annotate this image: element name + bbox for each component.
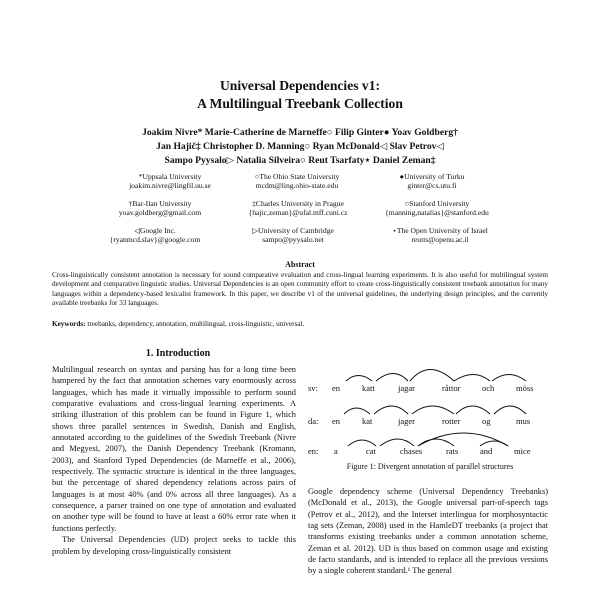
right-column-text: Google dependency scheme (Universal Dependency Treebanks) (McDonald et al., 2013), the Google universal part-of-speech tags (Petrov et al., 2012), and the Interset interlingua for morphosyntactic tag sets (Zeman, 2008) used in the HamleDT treebanks (a project that transforms existing treebanks under a common annotation scheme, Zeman et al. 2012). UD is thus based on common usage and existing de facto standards, and is intended to replace all the previous versions by a single coherent standard.¹ The general: [308, 487, 548, 576]
dependency-arc: [380, 439, 414, 446]
dependency-figure: [304, 356, 552, 456]
figure-word: og: [482, 416, 491, 426]
figure-word: jagar: [398, 383, 415, 393]
affiliation: *Uppsala University joakim.nivre@lingfil.uu.se: [129, 172, 211, 191]
row-label: en:: [308, 446, 319, 456]
affiliation: ▷University of Cambridge sampo@pyysalo.net: [252, 226, 334, 245]
paragraph: The Universal Dependencies (UD) project seeks to tackle this problem by developing cross-linguistically consistent: [52, 535, 296, 556]
keywords-text: treebanks, dependency, annotation, multilingual, cross-linguistic, universal.: [87, 320, 305, 328]
figure-word: och: [482, 383, 495, 393]
section-heading: 1. Introduction: [145, 348, 211, 359]
affiliation: †Bar-Ilan University yoav.goldberg@gmail.com: [118, 199, 202, 218]
affiliation: ‡Charles University in Prague {hajic,zeman}@ufal.mff.cuni.cz: [248, 199, 348, 218]
paper-title-line1: Universal Dependencies v1:: [219, 78, 381, 93]
dependency-arc: [376, 374, 408, 382]
dependency-arc: [418, 433, 508, 446]
keywords: [52, 320, 548, 329]
abstract-heading: Abstract: [285, 260, 315, 269]
abstract-text: Cross-linguistically consistent annotation is necessary for sound comparative evaluation and cross-lingual learning experiments. It is also useful for multilingual system development and comparative linguistic studies. Universal Dependencies is an open community effort to create cross-linguistically consistent treebank annotation for many languages within a dependency-based lexicalist framework. In this paper, we describe v1 of the universal guidelines, the underlying design principles, and the currently available treebanks for 33 languages.: [52, 271, 548, 308]
figure-word: rotter: [442, 416, 461, 426]
affiliation: ◁Google Inc. {ryanmcd,slav}@google.com: [109, 226, 201, 245]
row-label: da:: [308, 416, 319, 426]
figure-word: råttor: [442, 383, 461, 393]
figure-word: and: [480, 446, 493, 456]
dependency-arc: [410, 370, 454, 382]
dependency-arc: [492, 375, 526, 382]
affiliation: ○The Ohio State University mcdm@ling.ohio-state.edu: [254, 172, 340, 191]
dependency-arc: [344, 408, 370, 414]
dependency-arc: [454, 375, 490, 382]
dependency-arc: [346, 376, 372, 382]
paragraph: Multilingual research on syntax and parsing has for a long time been hampered by the fact that annotation schemes vary enormously across languages, which has made it virtually impossible to perform sound comparative evaluations and cross-lingual learning experiments. A striking illustration of this problem can be found in Figure 1, which shows three parallel sentences in Swedish, Danish and English, annotated according to the guidelines of the Swedish Treebank (Nivre and Megyesi, 2007), the Danish Dependency Treebank (Kromann, 2003), and Stanford Typed Dependencies (de Marneffe et al., 2006), respectively. The syntactic structure is identical in the three languages, but the percentage of shared dependency relations across pairs of languages is at most 40% (and 0% across all three languages). As a consequence, a parser trained on one type of annotation and evaluated on another type will be found to have at least a 60% error rate when it functions perfectly.: [52, 365, 296, 533]
left-column: [52, 364, 296, 557]
authors-line2: Jan Hajič‡ Christopher D. Manning○ Ryan McDonald◁ Slav Petrov◁: [156, 141, 444, 152]
figure-word: a: [334, 446, 338, 456]
figure-word: cat: [366, 446, 376, 456]
affiliation: ○Stanford University {manning,natalias}@stanford.edu: [385, 199, 489, 218]
figure-word: katt: [362, 383, 375, 393]
row-label: sv:: [308, 383, 318, 393]
figure-word: möss: [516, 383, 534, 393]
dependency-arc: [374, 406, 408, 414]
keywords-label: Keywords:: [52, 320, 86, 328]
dependency-arc: [412, 406, 454, 414]
figure-word: kat: [362, 416, 373, 426]
affiliation: ●University of Turku ginter@cs.utu.fi: [399, 172, 465, 191]
affiliation: ⋆The Open University of Israel reutts@openu.ac.il: [392, 226, 488, 245]
dependency-arc: [418, 439, 454, 446]
figure-word: rats: [446, 446, 459, 456]
figure-word: en: [332, 383, 341, 393]
figure-word: en: [332, 416, 341, 426]
figure-word: jager: [398, 416, 415, 426]
authors-line3: Sampo Pyysalo▷ Natalia Silveira○ Reut Tsarfaty⋆ Daniel Zeman‡: [164, 155, 436, 166]
dependency-arc: [456, 406, 490, 414]
figure-word: mice: [514, 446, 531, 456]
authors-line1: Joakim Nivre* Marie-Catherine de Marneffe○ Filip Ginter● Yoav Goldberg†: [142, 127, 458, 138]
figure-caption: Figure 1: Divergent annotation of parallel structures: [346, 462, 514, 471]
paper-title-line2: A Multilingual Treebank Collection: [197, 96, 403, 111]
figure-word: mus: [516, 416, 531, 426]
dependency-arc: [494, 406, 526, 414]
figure-word: chases: [400, 446, 423, 456]
